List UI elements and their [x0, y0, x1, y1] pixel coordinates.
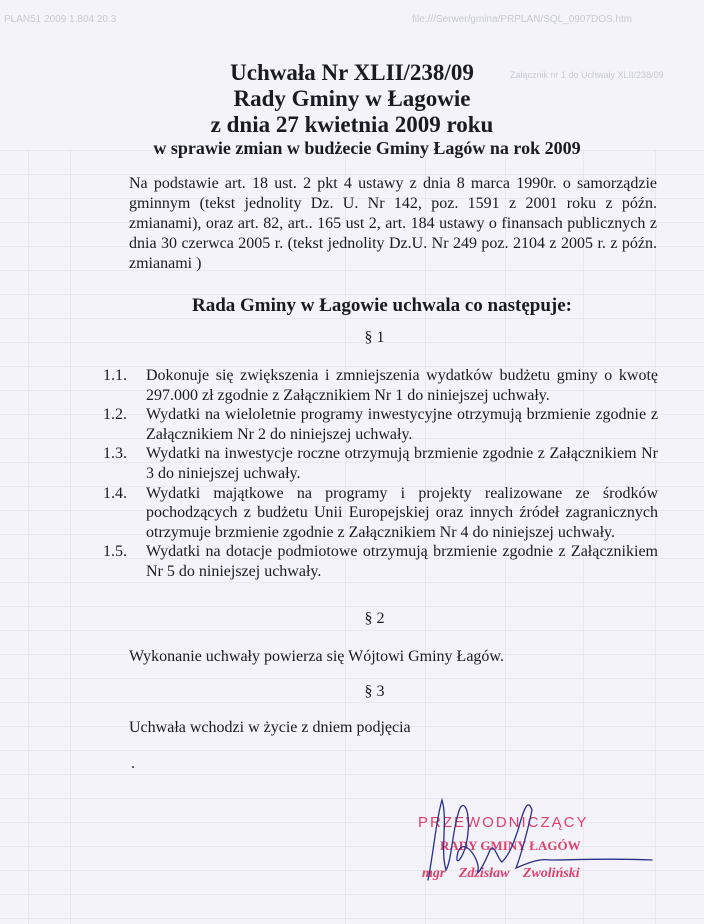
- bleed-through-row-line: [0, 318, 704, 319]
- bleed-through-header-left: PLAN51 2009 1.804 20.3: [4, 14, 117, 25]
- section-3-text: Uchwała wchodzi w życie z dniem podjęcia: [129, 719, 411, 736]
- item-text: Wydatki na wieloletnie programy inwestycyjne otrzymują brzmienie zgodnie z Załącznikiem Nr 2 do niniejszej uchwały.: [146, 406, 658, 443]
- bleed-through-row-line: [0, 606, 704, 607]
- resolution-date: z dnia 27 kwietnia 2009 roku: [210, 112, 494, 137]
- legal-basis-preamble: Na podstawie art. 18 ust. 2 pkt 4 ustawy z dnia 8 marca 1990r. o samorządzie gminnym (tekst jednolity Dz. U. Nr 142, poz. 1591 z 2001 roku z późn. zmianami), oraz art. 82, art.. 165 ust 2, art. 184 ustawy o finansach publicznych z dnia 30 czerwca 2005 r. (tekst jednolity Dz.U. Nr 249 poz. 2104 z 2005 r. z późn. zmianami ): [129, 175, 657, 272]
- list-item: [103, 405, 658, 444]
- bleed-through-column-line: [70, 150, 71, 924]
- item-number: 1.4.: [103, 484, 127, 502]
- item-text: Wydatki na dotacje podmiotowe otrzymują brzmienie zgodnie z Załącznikiem Nr 5 do niniejszej uchwały.: [146, 543, 658, 580]
- bleed-through-attachment-note: Załącznik nr 1 do Uchwały XLII/238/09: [510, 70, 664, 80]
- bleed-through-row-line: [0, 630, 704, 631]
- bleed-through-row-line: [0, 582, 704, 583]
- list-item: [103, 444, 658, 483]
- resolution-number: Uchwała Nr XLII/238/09: [230, 60, 474, 85]
- stamp-title: PRZEWODNICZĄCY: [418, 814, 589, 831]
- section-1-mark: § 1: [364, 329, 385, 346]
- handwritten-signature-icon: [420, 790, 660, 890]
- list-item: [103, 366, 658, 405]
- bleed-through-row-line: [0, 702, 704, 703]
- trailing-dot: .: [131, 755, 135, 772]
- resolution-subject: w sprawie zmian w budżecie Gminy Łagów na rok 2009: [153, 138, 581, 158]
- resolves-heading: Rada Gminy w Łagowie uchwala co następuje:: [191, 295, 572, 316]
- bleed-through-row-line: [0, 678, 704, 679]
- stamp-body: RADY GMINY ŁAGÓW: [440, 838, 581, 853]
- bleed-through-header-right: file:///Serwer/gmina/PRPLAN/SQL_0907DOS.htm: [412, 14, 633, 25]
- section-3-mark: § 3: [364, 683, 385, 700]
- section-1-items: [103, 366, 658, 582]
- item-number: 1.5.: [103, 543, 127, 561]
- item-text: Wydatki na inwestycje roczne otrzymują brzmienie zgodnie z Załącznikiem Nr 3 do niniejszej uchwały.: [146, 445, 658, 482]
- bleed-through-row-line: [0, 750, 704, 751]
- bleed-through-column-line: [28, 150, 29, 924]
- section-2-mark: § 2: [364, 610, 385, 627]
- item-number: 1.3.: [103, 445, 127, 463]
- issuing-body: Rady Gminy w Łagowie: [233, 86, 471, 111]
- section-2-text: Wykonanie uchwały powierza się Wójtowi Gminy Łagów.: [129, 648, 504, 665]
- item-number: 1.1.: [103, 367, 127, 384]
- list-item: [103, 542, 658, 581]
- bleed-through-row-line: [0, 918, 704, 919]
- item-text: Dokonuje się zwiększenia i zmniejszenia wydatków budżetu gminy o kwotę 297.000 zł zgodnie z Załącznikiem Nr 1 do niniejszej uchwały.: [146, 367, 658, 404]
- item-number: 1.2.: [103, 406, 127, 424]
- stamp-signatory-name: mgr Zdzisław Zwoliński: [422, 866, 580, 881]
- item-text: Wydatki majątkowe na programy i projekty realizowane ze środków pochodzących z budżetu Unii Europejskiej oraz innych źródeł zagranicznych otrzymuje brzmienie zgodnie z Załącznikiem Nr 4 do niniejszej uchwały.: [146, 484, 658, 541]
- bleed-through-row-line: [0, 774, 704, 775]
- list-item: [103, 484, 658, 543]
